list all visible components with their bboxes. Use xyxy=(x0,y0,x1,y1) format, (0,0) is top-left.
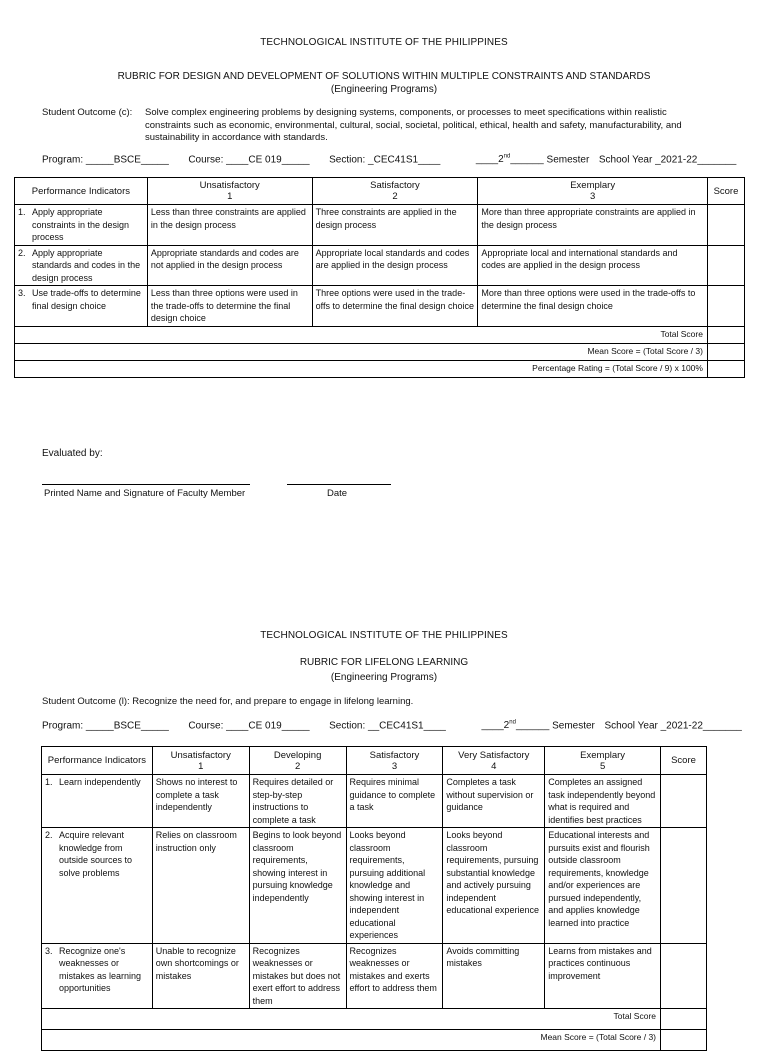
very-satisfactory-cell: Completes a task without supervision or guidance xyxy=(443,775,545,828)
program-value: _____BSCE_____ xyxy=(85,720,169,732)
table-row xyxy=(42,828,707,944)
table-row xyxy=(15,205,745,246)
header-very-satisfactory: Very Satisfactory 4 xyxy=(443,747,545,775)
unsatisfactory-cell: Relies on classroom instruction only xyxy=(152,828,249,944)
unsatisfactory-cell: Appropriate standards and codes are not applied in the design process xyxy=(147,245,312,286)
indicator-cell: 3. Use trade-offs to determine final design choice xyxy=(15,286,148,327)
indicator-cell: 2. Apply appropriate standards and codes in the design process xyxy=(15,245,148,286)
indicator-cell: 3. Recognize one's weaknesses or mistakes as learning opportunities xyxy=(42,943,153,1009)
indicator-cell: 1. Apply appropriate constraints in the design process xyxy=(15,205,148,246)
student-outcome-2: Student Outcome (l): Recognize the need for, and prepare to engage in lifelong learning. xyxy=(42,696,414,707)
rubric-subtitle-2: (Engineering Programs) xyxy=(330,672,438,683)
total-score-row xyxy=(42,1009,707,1030)
score-cell[interactable] xyxy=(707,245,744,286)
header-satisfactory: Satisfactory 2 xyxy=(312,178,478,205)
table-row xyxy=(42,775,707,828)
school-year-value: _2021-22_______ xyxy=(660,720,742,732)
institution-title-1: TECHNOLOGICAL INSTITUTE OF THE PHILIPPINES xyxy=(260,37,508,48)
total-score-label: Total Score xyxy=(15,326,708,343)
table-header-row xyxy=(15,178,745,205)
unsatisfactory-cell: Shows no interest to complete a task independently xyxy=(152,775,249,828)
outcome-text-1: Solve complex engineering problems by designing systems, components, or processes to meet specifications within realistic constraints such as economic, environmental, cultural, social, societal, political, ethical, health and safety, manufacturability, and sustainability in accordance with standards. xyxy=(145,107,682,143)
table-row xyxy=(15,245,745,286)
percentage-label: Percentage Rating = (Total Score / 9) x 100% xyxy=(15,360,708,377)
total-score-row xyxy=(15,326,745,343)
table-header-row xyxy=(42,747,707,775)
satisfactory-cell: Appropriate local standards and codes are applied in the design process xyxy=(312,245,478,286)
exemplary-cell: More than three options were used in the trade-offs to determine the final design choice xyxy=(478,286,708,327)
rubric-title-2: RUBRIC FOR LIFELONG LEARNING xyxy=(299,657,469,668)
indicator-cell: 1. Learn independently xyxy=(42,775,153,828)
exemplary-cell: Appropriate local and international standards and codes are applied in the design process xyxy=(478,245,708,286)
header-performance-indicators: Performance Indicators xyxy=(15,178,148,205)
score-cell[interactable] xyxy=(707,286,744,327)
semester-value: ____2nd______ xyxy=(475,154,544,166)
mean-score-cell[interactable] xyxy=(661,1030,707,1051)
table-row xyxy=(42,943,707,1009)
percentage-row xyxy=(15,360,745,377)
score-cell[interactable] xyxy=(661,775,707,828)
unsatisfactory-cell: Less than three constraints are applied in the design process xyxy=(147,205,312,246)
course-label: Course: xyxy=(188,154,224,166)
indicator-cell: 2. Acquire relevant knowledge from outside sources to solve problems xyxy=(42,828,153,944)
score-cell[interactable] xyxy=(661,943,707,1009)
school-year-label: School Year xyxy=(604,720,658,732)
total-score-cell[interactable] xyxy=(661,1009,707,1030)
header-satisfactory: Satisfactory 3 xyxy=(346,747,443,775)
mean-score-label: Mean Score = (Total Score / 3) xyxy=(42,1030,661,1051)
school-year-label: School Year xyxy=(598,154,653,166)
percentage-cell[interactable] xyxy=(707,360,744,377)
developing-cell: Requires detailed or step-by-step instructions to complete a task xyxy=(249,775,346,828)
exemplary-cell: Completes an assigned task independently beyond what is required and identifies best practices xyxy=(545,775,661,828)
school-year-value: _2021-22_______ xyxy=(655,154,737,166)
mean-score-cell[interactable] xyxy=(707,343,744,360)
program-label: Program: xyxy=(42,154,84,166)
semester-label: Semester xyxy=(552,720,595,732)
course-value: ____CE 019_____ xyxy=(226,154,310,166)
satisfactory-cell: Looks beyond classroom requirements, pursuing additional knowledge and showing interest in independent educational experiences xyxy=(346,828,443,944)
very-satisfactory-cell: Looks beyond classroom requirements, pursuing substantial knowledge and actively pursuing independent educational experience xyxy=(443,828,545,944)
developing-cell: Recognizes weaknesses or mistakes but does not exert effort to address them xyxy=(249,943,346,1009)
section-value: __CEC41S1____ xyxy=(368,720,446,732)
section-value: _CEC41S1____ xyxy=(368,154,441,166)
student-outcome-1 xyxy=(42,107,742,145)
satisfactory-cell: Requires minimal guidance to complete a task xyxy=(346,775,443,828)
semester-label: Semester xyxy=(546,154,590,166)
exemplary-cell: Educational interests and pursuits exist and flourish outside classroom requirements, knowledge and/or experiences are pursued independently, and applies knowledge learned into practice xyxy=(545,828,661,944)
header-unsatisfactory: Unsatisfactory 1 xyxy=(147,178,312,205)
semester-value: ____2nd______ xyxy=(481,720,550,732)
outcome-label-1: Student Outcome (c): xyxy=(42,107,133,118)
rubric-title-1: RUBRIC FOR DESIGN AND DEVELOPMENT OF SOLUTIONS WITHIN MULTIPLE CONSTRAINTS AND STANDARDS xyxy=(117,71,651,82)
unsatisfactory-cell: Unable to recognize own shortcomings or mistakes xyxy=(152,943,249,1009)
satisfactory-cell: Three constraints are applied in the design process xyxy=(312,205,478,246)
signature-label: Printed Name and Signature of Faculty Member xyxy=(44,488,246,499)
date-label: Date xyxy=(327,488,348,499)
evaluated-by-label: Evaluated by: xyxy=(42,448,103,459)
total-score-cell[interactable] xyxy=(707,326,744,343)
section-label: Section: xyxy=(329,720,366,732)
header-exemplary: Exemplary 5 xyxy=(545,747,661,775)
header-exemplary: Exemplary 3 xyxy=(478,178,708,205)
rubric-table-2 xyxy=(41,746,707,1051)
program-line-2 xyxy=(42,720,742,731)
satisfactory-cell: Three options were used in the trade-offs to determine the final design choice xyxy=(312,286,478,327)
mean-score-label: Mean Score = (Total Score / 3) xyxy=(15,343,708,360)
unsatisfactory-cell: Less than three options were used in the trade-offs to determine the final design choice xyxy=(147,286,312,327)
mean-score-row xyxy=(15,343,745,360)
program-line-1 xyxy=(42,154,736,165)
exemplary-cell: More than three appropriate constraints are applied in the design process xyxy=(478,205,708,246)
header-unsatisfactory: Unsatisfactory 1 xyxy=(152,747,249,775)
signature-line xyxy=(42,484,250,485)
date-line xyxy=(287,484,391,485)
very-satisfactory-cell: Avoids committing mistakes xyxy=(443,943,545,1009)
rubric-table-1 xyxy=(14,177,745,378)
header-developing: Developing 2 xyxy=(249,747,346,775)
course-label: Course: xyxy=(188,720,224,732)
institution-title-2: TECHNOLOGICAL INSTITUTE OF THE PHILIPPINES xyxy=(260,630,508,641)
section-label: Section: xyxy=(329,154,366,166)
header-performance-indicators: Performance Indicators xyxy=(42,747,153,775)
score-cell[interactable] xyxy=(661,828,707,944)
developing-cell: Begins to look beyond classroom requirements, showing interest in pursuing knowledge independently xyxy=(249,828,346,944)
score-cell[interactable] xyxy=(707,205,744,246)
header-score: Score xyxy=(707,178,744,205)
mean-score-row xyxy=(42,1030,707,1051)
rubric-subtitle-1: (Engineering Programs) xyxy=(330,84,438,95)
course-value: ____CE 019_____ xyxy=(226,720,310,732)
table-row xyxy=(15,286,745,327)
satisfactory-cell: Recognizes weaknesses or mistakes and exerts effort to address them xyxy=(346,943,443,1009)
exemplary-cell: Learns from mistakes and practices continuous improvement xyxy=(545,943,661,1009)
total-score-label: Total Score xyxy=(42,1009,661,1030)
header-score: Score xyxy=(661,747,707,775)
program-value: _____BSCE_____ xyxy=(85,154,169,166)
program-label: Program: xyxy=(42,720,84,732)
